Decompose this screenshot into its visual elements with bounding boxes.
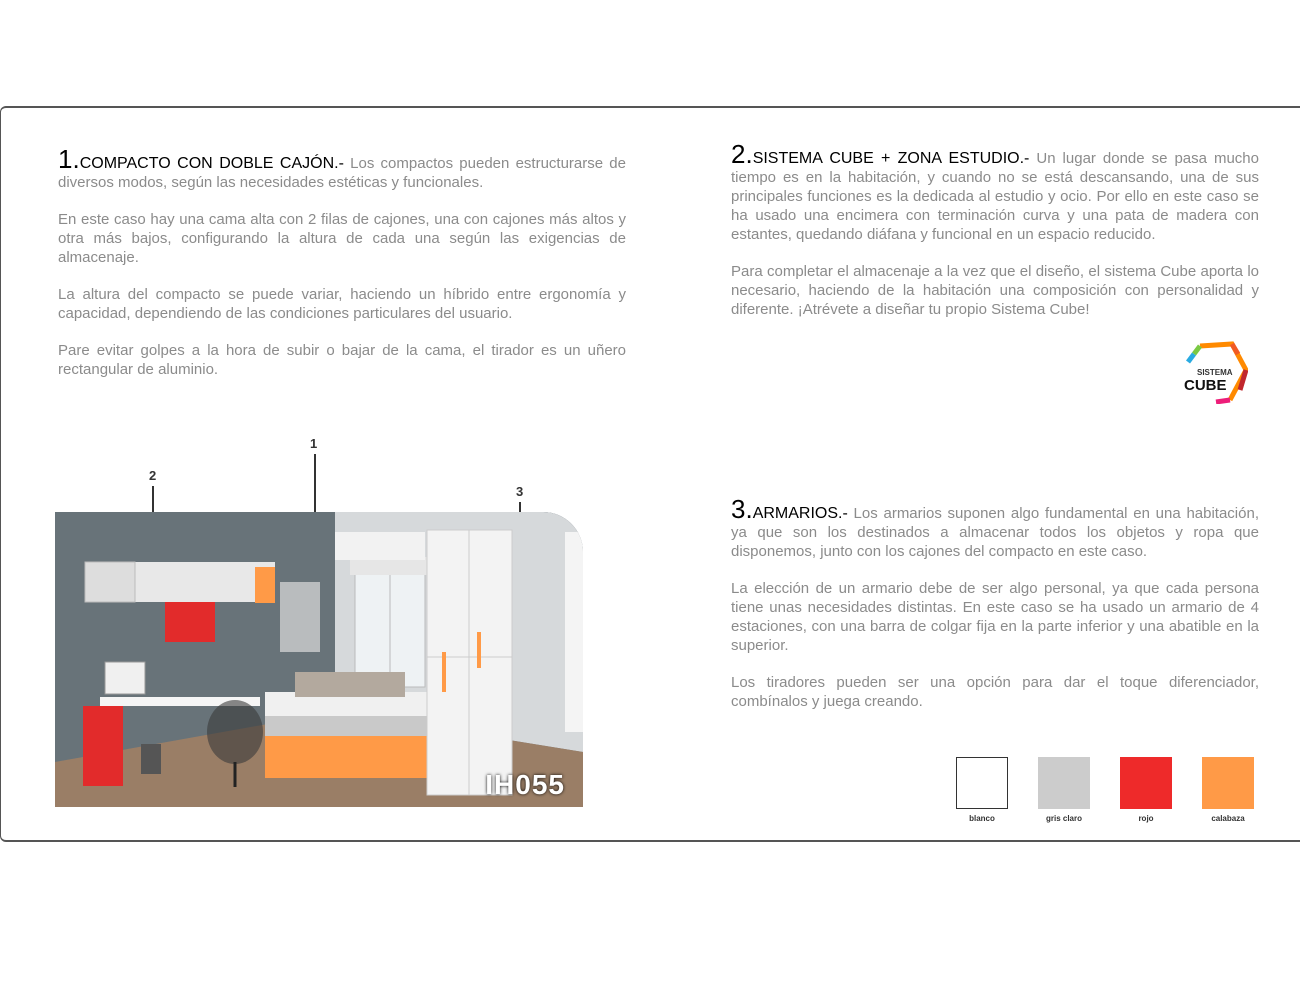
section-number: 2. bbox=[731, 139, 753, 169]
swatch-rojo bbox=[1120, 757, 1172, 809]
section-compacto-lead bbox=[58, 144, 626, 192]
callout-number: 1 bbox=[310, 436, 318, 451]
swatch-label: gris claro bbox=[1045, 814, 1082, 823]
section-compacto bbox=[58, 144, 626, 397]
section-sistema-cube bbox=[731, 139, 1259, 337]
paragraph: Los tiradores pueden ser una opción para dar el toque diferenciador, combínalos y juega creando. bbox=[731, 674, 1259, 710]
section-lead-text: Un lugar donde se pasa mucho tiempo es en la habitación, y cuando no se está descansando, una de sus principales funciones es la dedicada al estudio y ocio. Por ello en este caso se ha usado una encimera con terminación curva y una pata de madera con estantes, quedando diáfana y funcional en un espacio reducido. bbox=[731, 150, 1259, 243]
swatch-label: rojo bbox=[1138, 814, 1154, 823]
callout-number: 2 bbox=[149, 468, 157, 483]
logo-line1: SISTEMA bbox=[1197, 368, 1233, 377]
logo-line2: CUBE bbox=[1184, 377, 1227, 394]
swatch-label: calabaza bbox=[1211, 814, 1245, 823]
section-title: COMPACTO CON DOBLE CAJÓN.- bbox=[79, 155, 344, 172]
swatch-gris-claro bbox=[1038, 757, 1090, 809]
swatch-calabaza bbox=[1202, 757, 1254, 809]
section-lead-text: Los armarios suponen algo fundamental en una habitación, ya que son los destinados a almacenar todos los objetos y ropa que disponemos, junto con los cajones del compacto en este caso. bbox=[731, 505, 1259, 560]
section-sistema-cube-lead bbox=[731, 139, 1259, 244]
paragraph: En este caso hay una cama alta con 2 filas de cajones, una con cajones más altos y otra más bajos, configurando la altura de cada una según las exigencias de almacenaje. bbox=[58, 211, 626, 266]
paragraph: Pare evitar golpes a la hora de subir o bajar de la cama, el tirador es un uñero rectangular de aluminio. bbox=[58, 342, 626, 378]
section-number: 3. bbox=[731, 494, 753, 524]
section-title: ARMARIOS.- bbox=[752, 505, 848, 522]
section-armarios bbox=[731, 494, 1259, 729]
bedroom-photo bbox=[55, 512, 583, 807]
paragraph: La elección de un armario debe de ser algo personal, ya que cada persona tiene unas necesidades distintas. En este caso se ha usado un armario de 4 estaciones, con una barra de colgar fija en la parte inferior y una abatible en la superior. bbox=[731, 580, 1259, 654]
paragraph: Para completar el almacenaje a la vez que el diseño, el sistema Cube aporta lo necesario, haciendo de la habitación una composición con personalidad y diferente. ¡Atrévete a diseñar tu propio Sistema Cube! bbox=[731, 263, 1259, 318]
section-armarios-lead bbox=[731, 494, 1259, 561]
swatch-label: blanco bbox=[969, 814, 995, 823]
section-title: SISTEMA CUBE + ZONA ESTUDIO.- bbox=[752, 150, 1030, 167]
section-lead-text: Los compactos pueden estructurarse de diversos modos, según las necesidades estéticas y funcionales. bbox=[58, 155, 626, 191]
swatch-blanco bbox=[956, 757, 1008, 809]
section-number: 1. bbox=[58, 144, 80, 174]
sistema-cube-logo bbox=[1180, 340, 1248, 404]
paragraph: La altura del compacto se puede variar, haciendo un híbrido entre ergonomía y capacidad, dependiendo de las condiciones particulares del usuario. bbox=[58, 286, 626, 322]
callout-number: 3 bbox=[516, 484, 524, 499]
product-code: IH055 bbox=[485, 769, 565, 800]
